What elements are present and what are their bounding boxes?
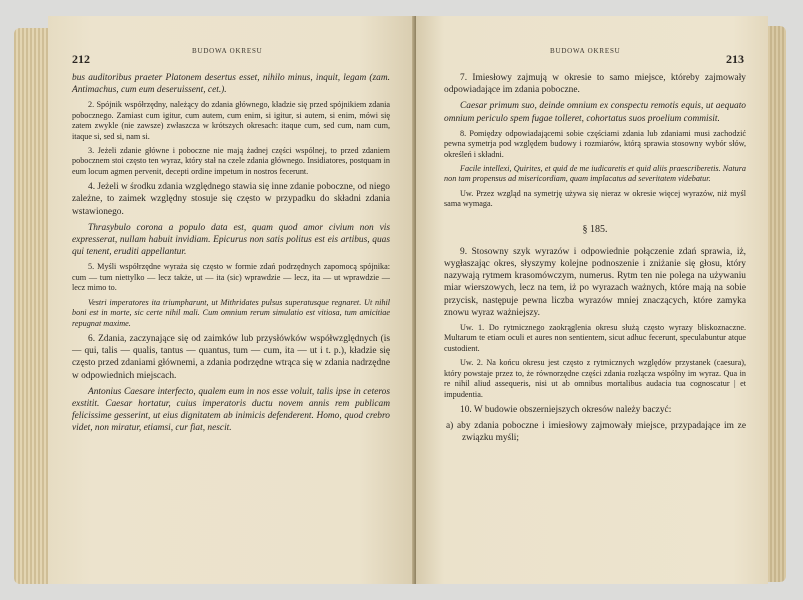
paragraph: 10. W budowie obszerniejszych okresów należy baczyć: (460, 404, 672, 415)
section-heading: § 185. (582, 223, 608, 235)
page-number-left: 212 (72, 52, 90, 66)
paragraph: Vestri imperatores ita triumpharunt, ut Mithridates pulsus superatusque regnaret. Ut nihil boni est in morte, sic certe nihil mali. Cum omnium rerum simulatio est vitiosa, tum amicitiae repugnat maxime. (72, 297, 390, 328)
paragraph: a) aby zdania poboczne i imiesłowy zajmowały miejsce, przypadające im ze związku myśli; (446, 421, 746, 444)
paragraph: Facile intellexi, Quirites, et quid de me iudicaretis et quid aliis praescriberetis. Natura non tam propensus ad misericordiam, quam implacatus ad severitatem videbatur. (444, 164, 746, 184)
left-page-text (72, 72, 390, 439)
paragraph: Caesar primum suo, deinde omnium ex conspectu remotis equis, ut aequato omnium periculo spem fugae tolleret, cohortatus suos proelium commisit. (444, 101, 746, 124)
paragraph: 8. Pomiędzy odpowiadającemi sobie częściami zdania lub zdaniami musi zachodzić pewna symetrja pod względem budowy i rozmiarów, którą sprawia stosowny wybór słów, określeń i składni. (444, 128, 746, 159)
paragraph: 2. Spójnik współrzędny, należący do zdania głównego, kładzie się przed spójnikiem zdania pobocznego. Zamiast cum igitur, cum autem, cum enim, si igitur, si autem, si enim, mówi się zatem zwykle (nie zawsze) zwłaszcza w krótszych okresach: itaque cum, sed cum, nam cum, itaque si, sed si, nam si. (72, 100, 390, 141)
paragraph: 9. Stosowny szyk wyrazów i odpowiednie połączenie zdań sprawia, iż, wygłaszając okres, słyszymy kolejne podnoszenie i zniżanie się głosu, który nazywają rytmem krasomówczym, numerus. Rytm ten nie polega na używaniu miar wierszowych, lecz na tem, iż po wyrazach ważnych, które mają na sobie przycisk, następuje pewna liczba wyrazów mniej znaczących, które zamyka znowu wyraz ważniejszy. (444, 246, 746, 318)
paragraph: bus auditoribus praeter Platonem desertus esset, nihilo minus, inquit, legam (zam. Antimachus, cum eum deseruissent, cet.). (72, 73, 390, 96)
paragraph: Thrasybulo corona a populo data est, quam quod amor civium non vis expresserat, nullam habuit invidiam. Epicurus non satis politus est eis artibus, quas qui tenent, eruditi appellantur. (72, 222, 390, 258)
right-page-text (444, 72, 746, 449)
paragraph: Antonius Caesare interfecto, qualem eum in nos esse voluit, talis ipse in ceteros exstitit. Caesar hortatur, cuius imperatoris ductu novem annis rem publicam felicissime gesserint, ut eius dignitatem ab inimicis defenderent. Homo, quod crebro videt, non miratur, etiamsi, cur fiat, nescit. (72, 386, 390, 434)
paragraph: 5. Myśli współrzędne wyraża się często w formie zdań podrzędnych zapomocą spójnika: cum — tum niettylko — lecz także, ut — ita (sic) wprawdzie — lecz, ita — ut wprawdzie — lecz mimo to. (72, 262, 390, 293)
paragraph: Uw. 1. Do rytmicznego zaokrąglenia okresu służą często wyrazy bliskoznaczne. Multarum te etiam oculi et aures non sentientem, sicut adhuc fecerunt, speculabuntur atque custodient. (444, 323, 746, 353)
paragraph: 6. Zdania, zaczynające się od zaimków lub przysłówków współwzględnych (is — qui, talis — qualis, tantus — quantus, tum — cum, ita — ut i t. p.), kładzie się często przed zdaniami głównemi, a zdania podrzędne wtrąca się w zdania nadrzędne w odpowiednich miejscach. (72, 333, 390, 381)
running-header-left: BUDOWA OKRESU (192, 47, 263, 55)
paragraph: Uw. Przez wzgląd na symetrję używa się nieraz w okresie więcej wyrazów, niż myśl sama wymaga. (444, 188, 746, 209)
left-page (48, 16, 414, 584)
paragraph: 4. Jeżeli w środku zdania względnego stawia się inne zdanie poboczne, od niego zależne, to zaimek względny stosuje się często w przypadku do składni zdania wstawionego. (72, 182, 390, 217)
right-page (416, 16, 768, 584)
paragraph: 7. Imiesłowy zajmują w okresie to samo miejsce, któreby zajmowały odpowiadające im zdania poboczne. (444, 73, 746, 96)
book-spread (14, 16, 786, 586)
paragraph: Uw. 2. Na końcu okresu jest często z rytmicznych względów przystanek (caesura), który powstaje przez to, że równorzędne części zdania rozłącza wspólny im wyraz. Qua in re nihil aliud assequeris, nisi ut ab omnibus mortalibus audacia tua cognoscatur | et impudentia. (444, 358, 746, 399)
page-number-right: 213 (726, 52, 744, 66)
paragraph: 3. Jeżeli zdanie główne i poboczne nie mają żadnej części wspólnej, to przed zdaniem pobocznem stoi często ten wyraz, który stał na czele zdania głównego. Insidiatores, postquam in eum locum agmen pervenit, decepti ordine impetum in nostros fecerunt. (72, 146, 390, 176)
running-header-right: BUDOWA OKRESU (550, 47, 621, 55)
